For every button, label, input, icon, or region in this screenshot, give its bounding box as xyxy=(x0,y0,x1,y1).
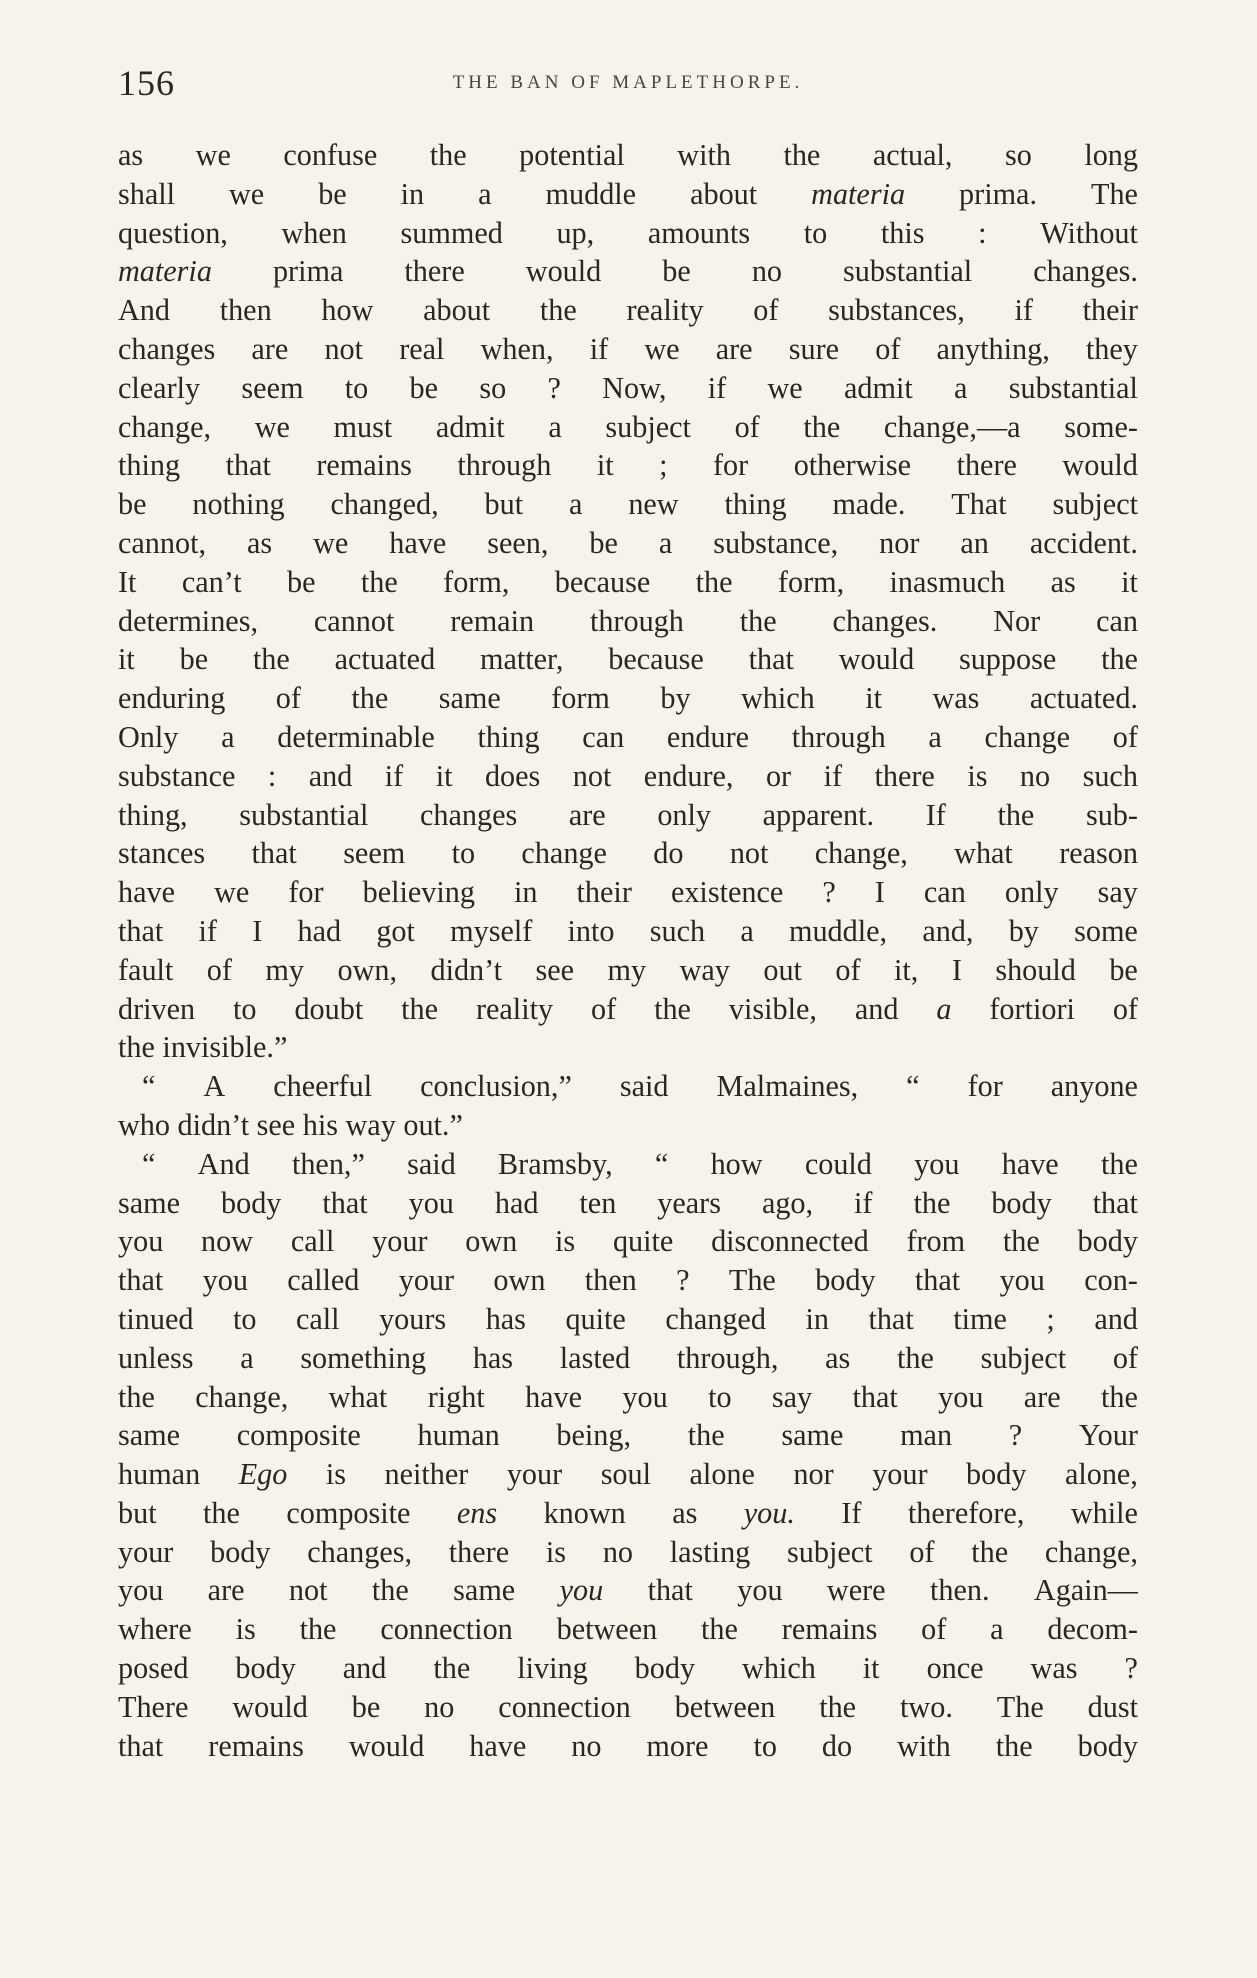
text-line: stances that seem to change do not change, what reason xyxy=(118,836,1138,871)
text-line: be nothing changed, but a new thing made. That subject xyxy=(118,487,1138,522)
text-line: you are not the same you that you were then. Again— xyxy=(118,1573,1138,1608)
text-line: that if I had got myself into such a muddle, and, by some xyxy=(118,913,1138,948)
text-line: And then how about the reality of substances, if their xyxy=(118,293,1138,328)
text-line: same composite human being, the same man ? Your xyxy=(118,1418,1138,1453)
text-line: who didn’t see his way out.” xyxy=(118,1107,463,1142)
body-text xyxy=(118,138,1138,1767)
running-title: THE BAN OF MAPLETHORPE. xyxy=(452,72,804,93)
text-line: clearly seem to be so ? Now, if we admit a substantial xyxy=(118,370,1138,405)
text-line: the invisible.” xyxy=(118,1030,288,1065)
text-line: It can’t be the form, because the form, inasmuch as it xyxy=(118,564,1138,599)
text-line: shall we be in a muddle about materia prima. The xyxy=(118,176,1138,211)
text-line: that you called your own then ? The body that you con- xyxy=(118,1263,1138,1298)
text-line: have we for believing in their existence ? I can only say xyxy=(118,875,1138,910)
page-header xyxy=(118,58,1138,108)
text-line: Only a determinable thing can endure through a change of xyxy=(118,719,1138,754)
text-line: tinued to call yours has quite changed in that time ; and xyxy=(118,1301,1138,1336)
text-line: unless a something has lasted through, as the subject of xyxy=(118,1340,1138,1375)
text-line: question, when summed up, amounts to this : Without xyxy=(118,215,1138,250)
text-line: thing that remains through it ; for otherwise there would xyxy=(118,448,1138,483)
text-line: that remains would have no more to do with the body xyxy=(118,1728,1138,1763)
text-line: determines, cannot remain through the changes. Nor can xyxy=(118,603,1138,638)
text-line: “ A cheerful conclusion,” said Malmaines, “ for anyone xyxy=(142,1069,1138,1104)
text-line: but the composite ens known as you. If therefore, while xyxy=(118,1495,1138,1530)
text-line: change, we must admit a subject of the change,—a some- xyxy=(118,409,1138,444)
text-line: it be the actuated matter, because that would suppose the xyxy=(118,642,1138,677)
text-line: posed body and the living body which it once was ? xyxy=(118,1651,1138,1686)
text-line: driven to doubt the reality of the visible, and a fortiori of xyxy=(118,991,1138,1026)
text-line: changes are not real when, if we are sure of anything, they xyxy=(118,331,1138,366)
text-line: cannot, as we have seen, be a substance, nor an accident. xyxy=(118,525,1138,560)
text-line: “ And then,” said Bramsby, “ how could you have the xyxy=(142,1146,1138,1181)
text-line: enduring of the same form by which it was actuated. xyxy=(118,681,1138,716)
text-line: the change, what right have you to say that you are the xyxy=(118,1379,1138,1414)
text-line: substance : and if it does not endure, or if there is no such xyxy=(118,758,1138,793)
text-line: fault of my own, didn’t see my way out of it, I should be xyxy=(118,952,1138,987)
text-line: thing, substantial changes are only apparent. If the sub- xyxy=(118,797,1138,832)
text-line: you now call your own is quite disconnected from the body xyxy=(118,1224,1138,1259)
text-line: your body changes, there is no lasting subject of the change, xyxy=(118,1534,1138,1569)
text-line: as we confuse the potential with the actual, so long xyxy=(118,138,1138,172)
text-line: where is the connection between the remains of a decom- xyxy=(118,1612,1138,1647)
text-line: human Ego is neither your soul alone nor your body alone, xyxy=(118,1457,1138,1492)
page-number: 156 xyxy=(118,63,175,103)
text-line: materia prima there would be no substantial changes. xyxy=(118,254,1138,289)
text-line: same body that you had ten years ago, if the body that xyxy=(118,1185,1138,1220)
text-line: There would be no connection between the two. The dust xyxy=(118,1689,1138,1724)
